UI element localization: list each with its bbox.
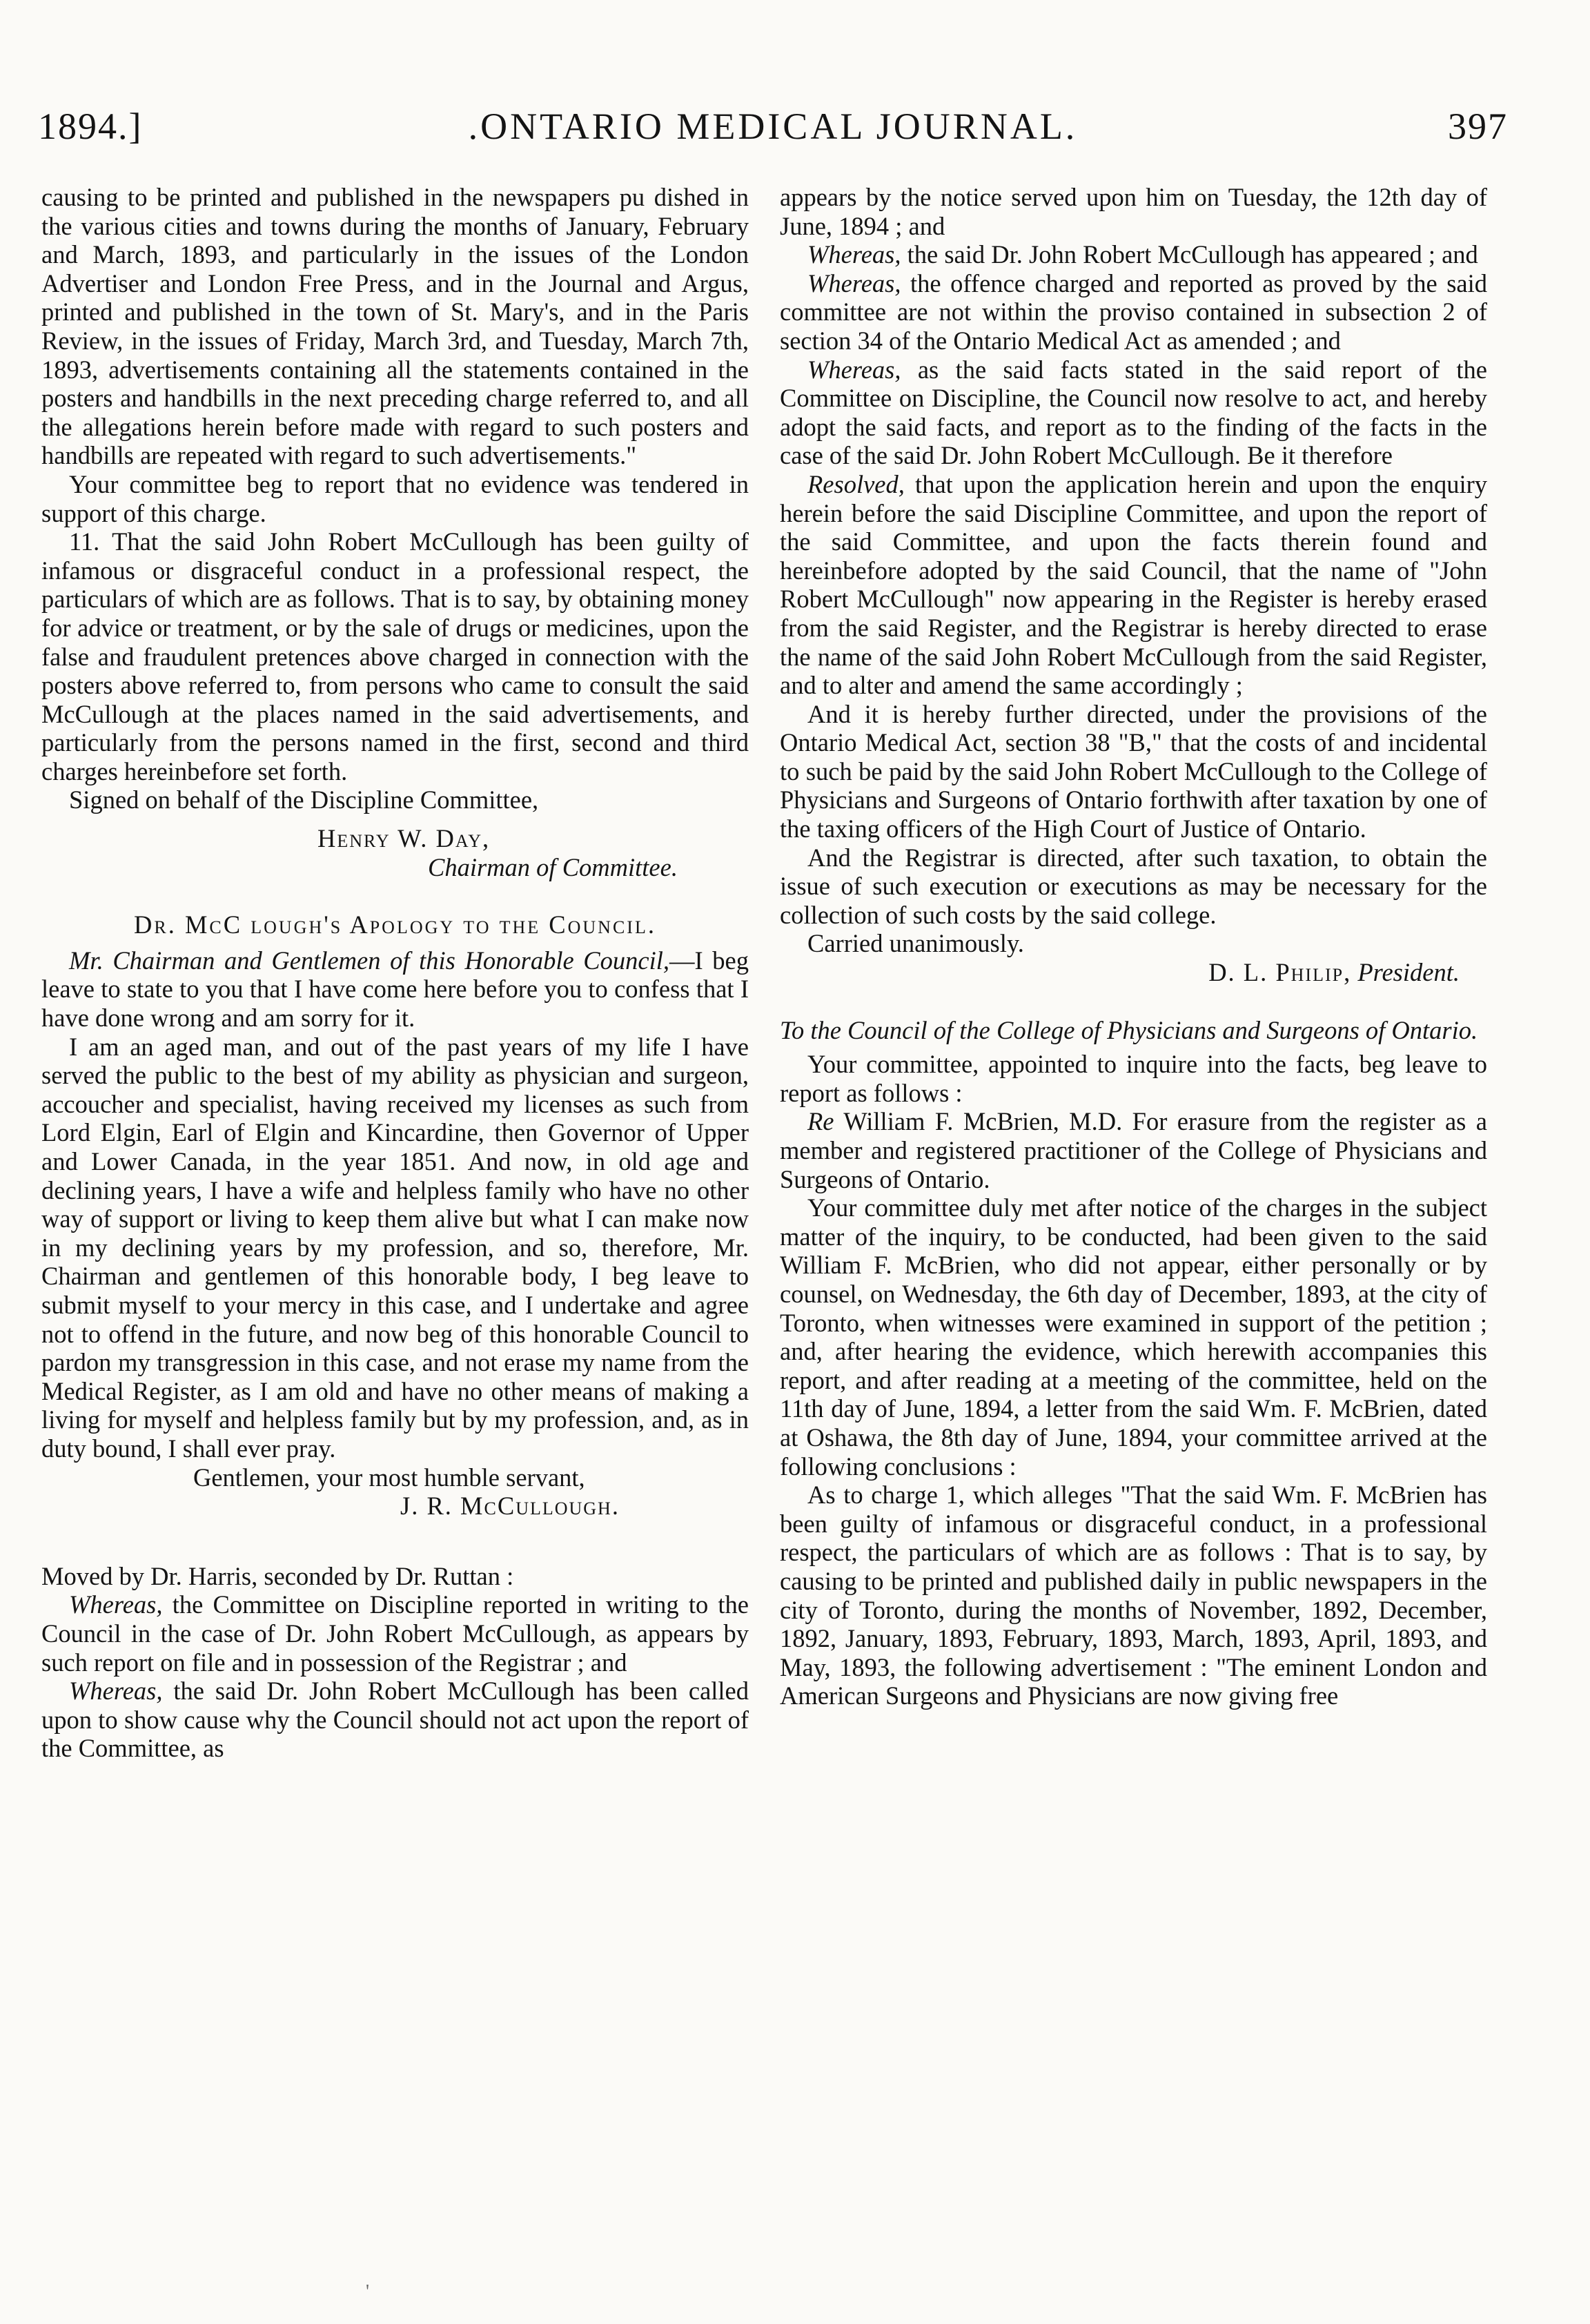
signature-name: J. R. McCullough. (400, 1492, 620, 1521)
paragraph: As to charge 1, which alleges "That the said Wm. F. McBrien has been guilty of infamous or disgraceful conduct, in a professional respect, the particulars of which are as follows : That is to say, by causing to be printed and published daily in public newspapers in the city of Toronto, during the months of November, 1892, December, 1892, January, 1893, February, 1893, March, 1893, April, 1893, and May, 1893, the following advertisement : "The eminent London and American Surgeons and Physicians are now giving free (780, 1481, 1487, 1710)
paragraph: Signed on behalf of the Discipline Committee, (69, 785, 539, 814)
footer-mark: ' (366, 2281, 370, 2303)
signature-line: D. L. Philip, President. (1208, 958, 1460, 987)
header-year: 1894.] (38, 106, 143, 147)
paragraph: Mr. Chairman and Gentlemen of this Honorable Council,—I beg leave to state to you that I have come here before you to confess that I have done wrong and am sorry for it. (41, 946, 749, 1033)
paragraph: And it is hereby further directed, under the provisions of the Ontario Medical Act, section 38 "B," that the costs of and incidental to such be paid by the said John Robert McCullough to the College of Physicians and Surgeons of Ontario forthwith after taxation by one of the taxing officers of the High Court of Justice of Ontario. (780, 699, 1487, 843)
paragraph: Moved by Dr. Harris, seconded by Dr. Ruttan : (41, 1561, 514, 1590)
paragraph: Whereas, the Committee on Discipline reported in writing to the Council in the case of Dr. John Robert McCullough, as appears by such report on file and in possession of the Registrar ; and (41, 1590, 749, 1677)
paragraph: causing to be printed and published in the newspapers pu dished in the various cities and towns during the months of January, February and March, 1893, and particularly in the issues of the London Advertiser and London Free Press, and in the Journal and Argus, printed and published in the town of St. Mary's, and in the Paris Review, in the issues of Friday, March 3rd, and Tuesday, March 7th, 1893, advertisements containing all the statements contained in the posters and handbills in the next preceding charge referred to, and all the allegations herein before made with regard to such posters and handbills are repeated with regard to such advertisements." (41, 183, 749, 470)
paragraph: Your committee, appointed to inquire into the facts, beg leave to report as follows : (780, 1050, 1487, 1107)
paragraph: Re William F. McBrien, M.D. For erasure from the register as a member and registered practitioner of the College of Physicians and Surgeons of Ontario. (780, 1107, 1487, 1193)
paragraph: I am an aged man, and out of the past years of my life I have served the public to the best of my ability as physician and surgeon, accoucher and specialist, having received my licenses as such from Lord Elgin, Earl of Elgin and Kincardine, then Governor of Upper and Lower Canada, in the year 1851. And now, in old age and declining years, I have a wife and helpless family who have no other way of support or living to keep them alive but what I can make now in my declining years by my profession, and so, therefore, Mr. Chairman and gentlemen of this honorable body, I beg leave to submit myself to your mercy in this case, and I undertake and agree not to offend in the future, and now beg of this honorable Council to pardon my transgression in this case, and not erase my name from the Medical Register, as I am old and have no other means of making a living for myself and helpless family but by my profession, and, as in duty bound, I shall ever pray. (41, 1032, 749, 1463)
address-line: To the Council of the College of Physicians and Surgeons of Ontario. (780, 1015, 1478, 1044)
paragraph: Your committee beg to report that no evidence was tendered in support of this charge. (41, 469, 749, 527)
page-number: 397 (1448, 106, 1508, 147)
paragraph: Your committee duly met after notice of the charges in the subject matter of the inquiry, to be conducted, had been given to the said William F. McBrien, who did not appear, either personally or by counsel, on Wednesday, the 6th day of December, 1893, at the city of Toronto, when witnesses were examined in support of the petition ; and, after hearing the evidence, which herewith accompanies this report, and after reading at a meeting of the committee, held on the 11th day of June, 1894, a letter from the said Wm. F. McBrien, dated at Oshawa, the 8th day of June, 1894, your committee arrived at the following conclusions : (780, 1193, 1487, 1481)
header-title: .ONTARIO MEDICAL JOURNAL. (468, 106, 1078, 147)
paragraph: Whereas, as the said facts stated in the said report of the Committee on Discipline, the Council now resolve to act, and hereby adopt the said facts, and report as to the finding of the facts in the case of the said Dr. John Robert McCullough. Be it therefore (780, 355, 1487, 470)
paragraph: appears by the notice served upon him on Tuesday, the 12th day of June, 1894 ; and (780, 183, 1487, 240)
paragraph: 11. That the said John Robert McCullough has been guilty of infamous or disgraceful conduct in a professional respect, the particulars of which are as follows. That is to say, by obtaining money for advice or treatment, or by the sale of drugs or medicines, upon the false and fraudulent pretences above charged in connection with the posters above referred to, from persons who came to consult the said McCullough at the places named in the said advertisements, and particularly from the persons named in the first, second and third charges hereinbefore set forth. (41, 527, 749, 785)
signature-name: Henry W. Day, (317, 824, 491, 853)
running-header (38, 105, 1508, 167)
paragraph: Whereas, the said Dr. John Robert McCullough has appeared ; and (807, 240, 1478, 269)
paragraph: Carried unanimously. (807, 929, 1024, 958)
left-column (41, 183, 749, 2295)
section-heading: Dr. McC lough's Apology to the Council. (134, 910, 656, 939)
paragraph: And the Registrar is directed, after such taxation, to obtain the issue of such execution or executions as may be necessary for the collection of such costs by the said college. (780, 843, 1487, 929)
signature-title: Chairman of Committee. (428, 852, 678, 881)
paragraph: Resolved, that upon the application herein and upon the enquiry herein before the said Discipline Committee, and upon the report of the said Committee, and upon the facts therein found and hereinbefore adopted by the said Council, that the name of "John Robert McCullough" now appearing in the Register is hereby erased from the said Register, and the Registrar is hereby directed to erase the name of the said John Robert McCullough from the said Register, and to alter and amend the same accordingly ; (780, 469, 1487, 700)
paragraph: Whereas, the said Dr. John Robert McCullough has been called upon to show cause why the Council should not act upon the report of the Committee, as (41, 1677, 749, 1763)
right-column (780, 183, 1487, 2295)
paragraph: Gentlemen, your most humble servant, (193, 1463, 585, 1492)
paragraph: Whereas, the offence charged and reported as proved by the said committee are not within the proviso contained in subsection 2 of section 34 of the Ontario Medical Act as amended ; and (780, 268, 1487, 355)
